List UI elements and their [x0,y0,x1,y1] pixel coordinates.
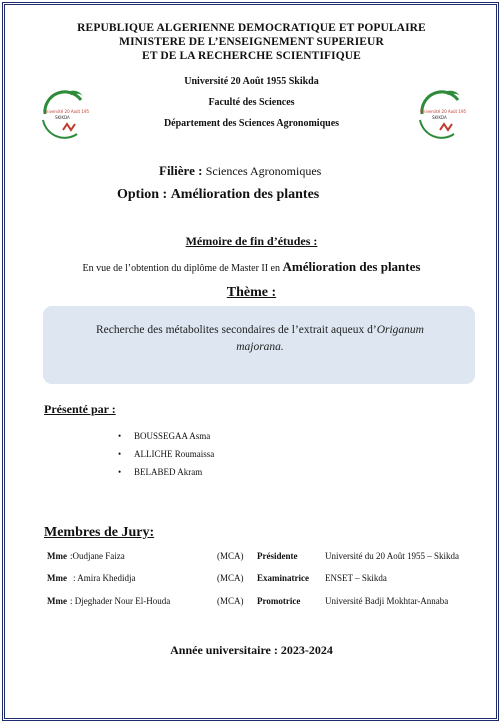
jury-member-row [47,549,487,563]
jury-title: Mme [47,551,67,561]
jury-grade: (MCA) [217,573,244,583]
filiere-value: Sciences Agronomiques [205,164,322,178]
jury-member-row [47,571,487,585]
memoire-subtitle [0,259,503,275]
university-name: Université 20 Août 1955 Skikda [184,76,319,87]
student-item: • ALLICHE Roumaissa [118,449,215,459]
student-item: • BELABED Akram [118,467,203,477]
memoire-subtitle-prefix: En vue de l’obtention du diplôme de Master II en [82,263,280,274]
header-republic: REPUBLIQUE ALGERIENNE DEMOCRATIQUE ET POPULAIRE [77,22,426,34]
theme-text [60,322,460,356]
svg-text:Université 20 Août 1955: Université 20 Août 1955 [43,109,89,114]
theme-label: Thème : [226,285,277,300]
presente-label: Présenté par : [44,402,116,416]
bullet-icon: • [118,467,122,477]
jury-affiliation: ENSET – Skikda [325,573,387,583]
option-label: Option : [117,187,168,202]
jury-member-row [47,594,487,608]
student-item: • BOUSSEGAA Asma [118,431,211,441]
memoire-subtitle-emph: Amélioration des plantes [282,259,421,274]
jury-label: Membres de Jury: [44,525,155,540]
jury-role: Promotrice [257,596,301,606]
faculty-name: Faculté des Sciences [208,97,295,108]
university-logo-left [37,86,89,142]
department-name: Département des Sciences Agronomiques [163,118,340,129]
header-research: ET DE LA RECHERCHE SCIENTIFIQUE [142,50,361,62]
jury-grade: (MCA) [217,596,244,606]
svg-text:SKIKDA: SKIKDA [432,115,447,120]
filiere-line [159,163,321,179]
memoire-title: Mémoire de fin d’études : [185,234,318,248]
svg-text:SKIKDA: SKIKDA [55,115,70,120]
jury-name: : Djeghader Nour El-Houda [70,596,171,606]
theme-text-italic1: Origanum [376,324,424,336]
jury-grade: (MCA) [217,551,244,561]
filiere-label: Filière : [159,163,203,178]
theme-text-main: Recherche des métabolites secondaires de l’extrait aqueux d’ [96,324,377,336]
jury-role: Présidente [257,551,298,561]
option-line [117,187,319,203]
jury-role: Examinatrice [257,573,309,583]
jury-title: Mme [47,573,67,583]
jury-title: Mme [47,596,67,606]
jury-name: : Amira Khedidja [73,573,136,583]
jury-affiliation: Université Badji Mokhtar-Annaba [325,596,449,606]
academic-year: Année universitaire : 2023-2024 [170,643,333,657]
students-list [118,429,214,483]
svg-text:Université 20 Août 1955: Université 20 Août 1955 [420,109,466,114]
option-value: Amélioration des plantes [170,187,320,202]
theme-text-italic2: majorana. [236,341,284,353]
bullet-icon: • [118,431,122,441]
university-logo-right [414,86,466,142]
jury-name: :Oudjane Faiza [70,551,125,561]
jury-affiliation: Université du 20 Août 1955 – Skikda [325,551,459,561]
bullet-icon: • [118,449,122,459]
header-ministry: MINISTERE DE L’ENSEIGNEMENT SUPERIEUR [119,36,384,48]
